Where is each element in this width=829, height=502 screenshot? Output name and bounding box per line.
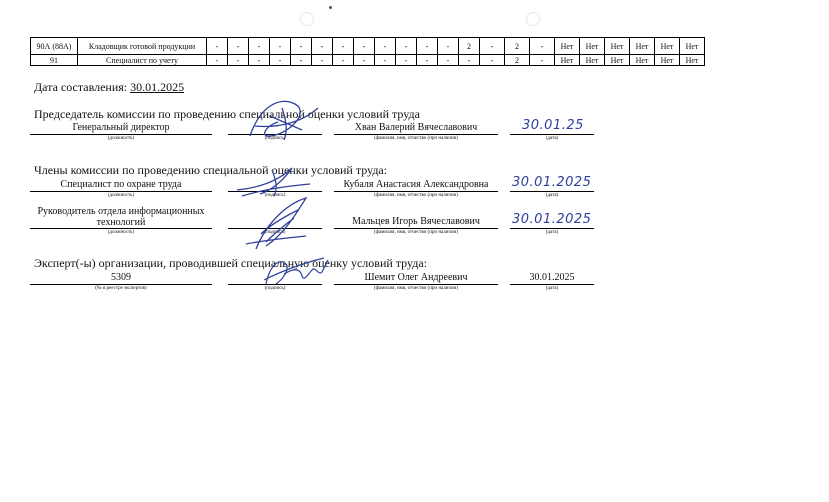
chair-handwritten-date: 30.01.25 — [522, 118, 584, 133]
underline — [334, 284, 498, 285]
underline — [30, 191, 212, 192]
table-cell: - — [417, 55, 438, 66]
underline — [334, 134, 498, 135]
table-cell: - — [530, 55, 555, 66]
fio-caption: (фамилия, имя, отчество (при наличии) — [374, 136, 458, 141]
signature-caption: (подпись) — [264, 230, 286, 235]
table-cell: Нет — [605, 38, 630, 55]
assessment-table — [30, 37, 705, 66]
table-cell: Нет — [630, 38, 655, 55]
table-cell: - — [396, 38, 417, 55]
table-cell: - — [396, 55, 417, 66]
position-caption: (должность) — [107, 136, 135, 141]
table-cell: - — [438, 55, 459, 66]
table-cell: Нет — [605, 55, 630, 66]
member-handwritten-date: 30.01.2025 — [512, 212, 592, 227]
expert-heading: Эксперт(-ы) организации, проводившей специальную оценку условий труда: — [34, 256, 428, 270]
expert-name: Шемит Олег Андреевич — [364, 272, 468, 283]
table-cell: - — [333, 55, 354, 66]
date-caption: (дата) — [545, 136, 559, 141]
table-cell: 2 — [505, 55, 530, 66]
underline — [334, 191, 498, 192]
underline — [510, 228, 594, 229]
punch-hole-mark — [526, 12, 540, 26]
table-cell: 2 — [459, 38, 480, 55]
underline — [510, 134, 594, 135]
underline — [30, 284, 212, 285]
member-name: Мальцев Игорь Вячеславович — [352, 216, 480, 227]
underline — [510, 191, 594, 192]
table-cell: - — [270, 38, 291, 55]
table-cell-job-title: Специалист по учету — [78, 55, 207, 66]
table-cell: - — [480, 55, 505, 66]
underline — [30, 134, 212, 135]
chair-position: Генеральный директор — [72, 122, 170, 133]
table-cell: Нет — [580, 38, 605, 55]
chair-signature — [240, 96, 320, 146]
punch-hole-mark — [300, 12, 314, 26]
expert-registry-number: 5309 — [111, 272, 131, 283]
member-name: Кубаля Анастасия Александровна — [343, 179, 489, 190]
signature-caption: (подпись) — [264, 193, 286, 198]
underline — [30, 228, 212, 229]
compilation-date-label: Дата составления: — [34, 80, 128, 94]
position-caption: (должность) — [107, 193, 135, 198]
fio-caption: (фамилия, имя, отчество (при наличии) — [374, 230, 458, 235]
table-cell: Нет — [680, 55, 705, 66]
date-caption: (дата) — [545, 286, 559, 291]
table-cell: - — [249, 55, 270, 66]
table-cell: - — [207, 55, 228, 66]
table-cell: - — [270, 55, 291, 66]
table-cell: Нет — [655, 38, 680, 55]
table-cell: 2 — [505, 38, 530, 55]
member-position-line1: Руководитель отдела информационных — [37, 206, 205, 217]
chair-heading: Председатель комиссии по проведению специальной оценки условий труда — [34, 107, 420, 121]
member-position-line2: технологий — [96, 217, 146, 228]
date-caption: (дата) — [545, 193, 559, 198]
table-cell: - — [249, 38, 270, 55]
signature-caption: (подпись) — [264, 136, 286, 141]
fio-caption: (фамилия, имя, отчество (при наличии) — [374, 193, 458, 198]
position-caption: (должность) — [107, 230, 135, 235]
table-cell: - — [207, 38, 228, 55]
table-cell: - — [480, 38, 505, 55]
table-cell: - — [312, 55, 333, 66]
compilation-date-line — [34, 80, 184, 95]
expert-signature — [260, 254, 330, 288]
table-row — [31, 38, 705, 55]
underline — [510, 284, 594, 285]
registry-caption: (№ в реестре экспертов) — [95, 286, 147, 291]
chair-name: Хван Валерий Вячеславович — [354, 122, 478, 133]
table-cell: - — [438, 38, 459, 55]
table-cell: - — [375, 55, 396, 66]
table-cell: Нет — [580, 55, 605, 66]
table-row — [31, 55, 705, 66]
scan-speck — [329, 6, 332, 9]
members-heading: Члены комиссии по проведению специальной оценки условий труда: — [34, 163, 388, 177]
member-handwritten-date: 30.01.2025 — [512, 175, 592, 190]
table-cell: - — [530, 38, 555, 55]
table-cell: - — [417, 38, 438, 55]
table-cell: - — [228, 38, 249, 55]
table-cell: - — [375, 38, 396, 55]
table-cell: - — [354, 38, 375, 55]
table-cell: Нет — [680, 38, 705, 55]
table-cell: - — [228, 55, 249, 66]
date-caption: (дата) — [545, 230, 559, 235]
underline — [334, 228, 498, 229]
signature-caption: (подпись) — [264, 286, 286, 291]
table-cell: - — [291, 38, 312, 55]
compilation-date-value: 30.01.2025 — [130, 80, 185, 94]
member-signature — [236, 194, 316, 254]
table-cell: - — [291, 55, 312, 66]
member-position: Специалист по охране труда — [60, 179, 182, 190]
table-cell: - — [333, 38, 354, 55]
fio-caption: (фамилия, имя, отчество (при наличии) — [374, 286, 458, 291]
table-cell: Нет — [555, 55, 580, 66]
table-cell-number: 90А (88А) — [31, 38, 78, 55]
table-cell-job-title: Кладовщик готовой продукции — [78, 38, 207, 55]
table-cell-number: 91 — [31, 55, 78, 66]
table-cell: Нет — [630, 55, 655, 66]
table-cell: - — [459, 55, 480, 66]
table-cell: Нет — [555, 38, 580, 55]
table-cell: - — [312, 38, 333, 55]
table-cell: - — [354, 55, 375, 66]
table-cell: Нет — [655, 55, 680, 66]
expert-date: 30.01.2025 — [529, 272, 575, 283]
